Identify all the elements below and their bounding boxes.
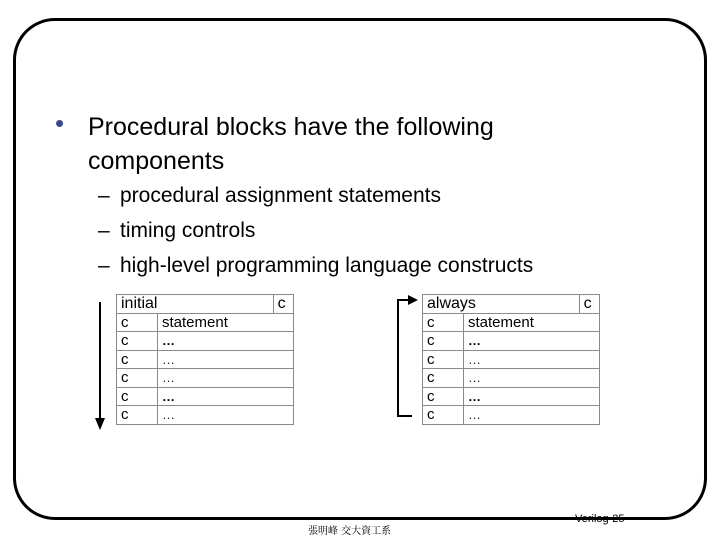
c-cell: c (117, 350, 158, 369)
dash-marker: – (98, 219, 110, 242)
initial-block-table (116, 294, 294, 425)
c-cell: c (423, 313, 464, 332)
footer-page-number: Verilog-25 (575, 513, 625, 525)
ellipsis-cell: … (158, 387, 294, 406)
c-cell: c (423, 332, 464, 351)
head-c-cell: c (273, 295, 293, 314)
always-block-table (422, 294, 600, 425)
ellipsis-cell: … (464, 369, 600, 388)
always-keyword: always (423, 295, 580, 314)
c-cell: c (117, 313, 158, 332)
footer-author: 張明峰 交大資工系 (308, 526, 392, 537)
c-cell: c (117, 387, 158, 406)
ellipsis-cell: … (464, 387, 600, 406)
ellipsis-cell: … (464, 332, 600, 351)
sub-bullet-item (98, 213, 533, 248)
c-cell: c (117, 332, 158, 351)
ellipsis-cell: … (158, 332, 294, 351)
c-cell: c (423, 406, 464, 425)
c-cell: c (423, 350, 464, 369)
sub-bullet-text: high-level programming language constructs (120, 254, 534, 277)
sub-bullet-text: timing controls (120, 219, 256, 242)
c-cell: c (117, 369, 158, 388)
sub-bullet-text: procedural assignment statements (120, 184, 441, 207)
sub-bullet-item (98, 178, 533, 213)
sub-bullet-list (98, 178, 533, 283)
dash-marker: – (98, 184, 110, 207)
dash-marker: – (98, 254, 110, 277)
loop-arrow-icon (394, 292, 422, 420)
bullet-dot-icon: • (55, 108, 65, 138)
statement-cell: statement (464, 313, 600, 332)
c-cell: c (423, 369, 464, 388)
ellipsis-cell: … (158, 406, 294, 425)
downward-arrow-icon (92, 298, 108, 432)
initial-keyword: initial (117, 295, 274, 314)
c-cell: c (423, 387, 464, 406)
ellipsis-cell: … (464, 406, 600, 425)
c-cell: c (117, 406, 158, 425)
ellipsis-cell: … (158, 350, 294, 369)
ellipsis-cell: … (158, 369, 294, 388)
main-bullet-text: Procedural blocks have the following components (88, 113, 494, 175)
head-c-cell: c (579, 295, 599, 314)
sub-bullet-item (98, 248, 533, 283)
statement-cell: statement (158, 313, 294, 332)
ellipsis-cell: … (464, 350, 600, 369)
